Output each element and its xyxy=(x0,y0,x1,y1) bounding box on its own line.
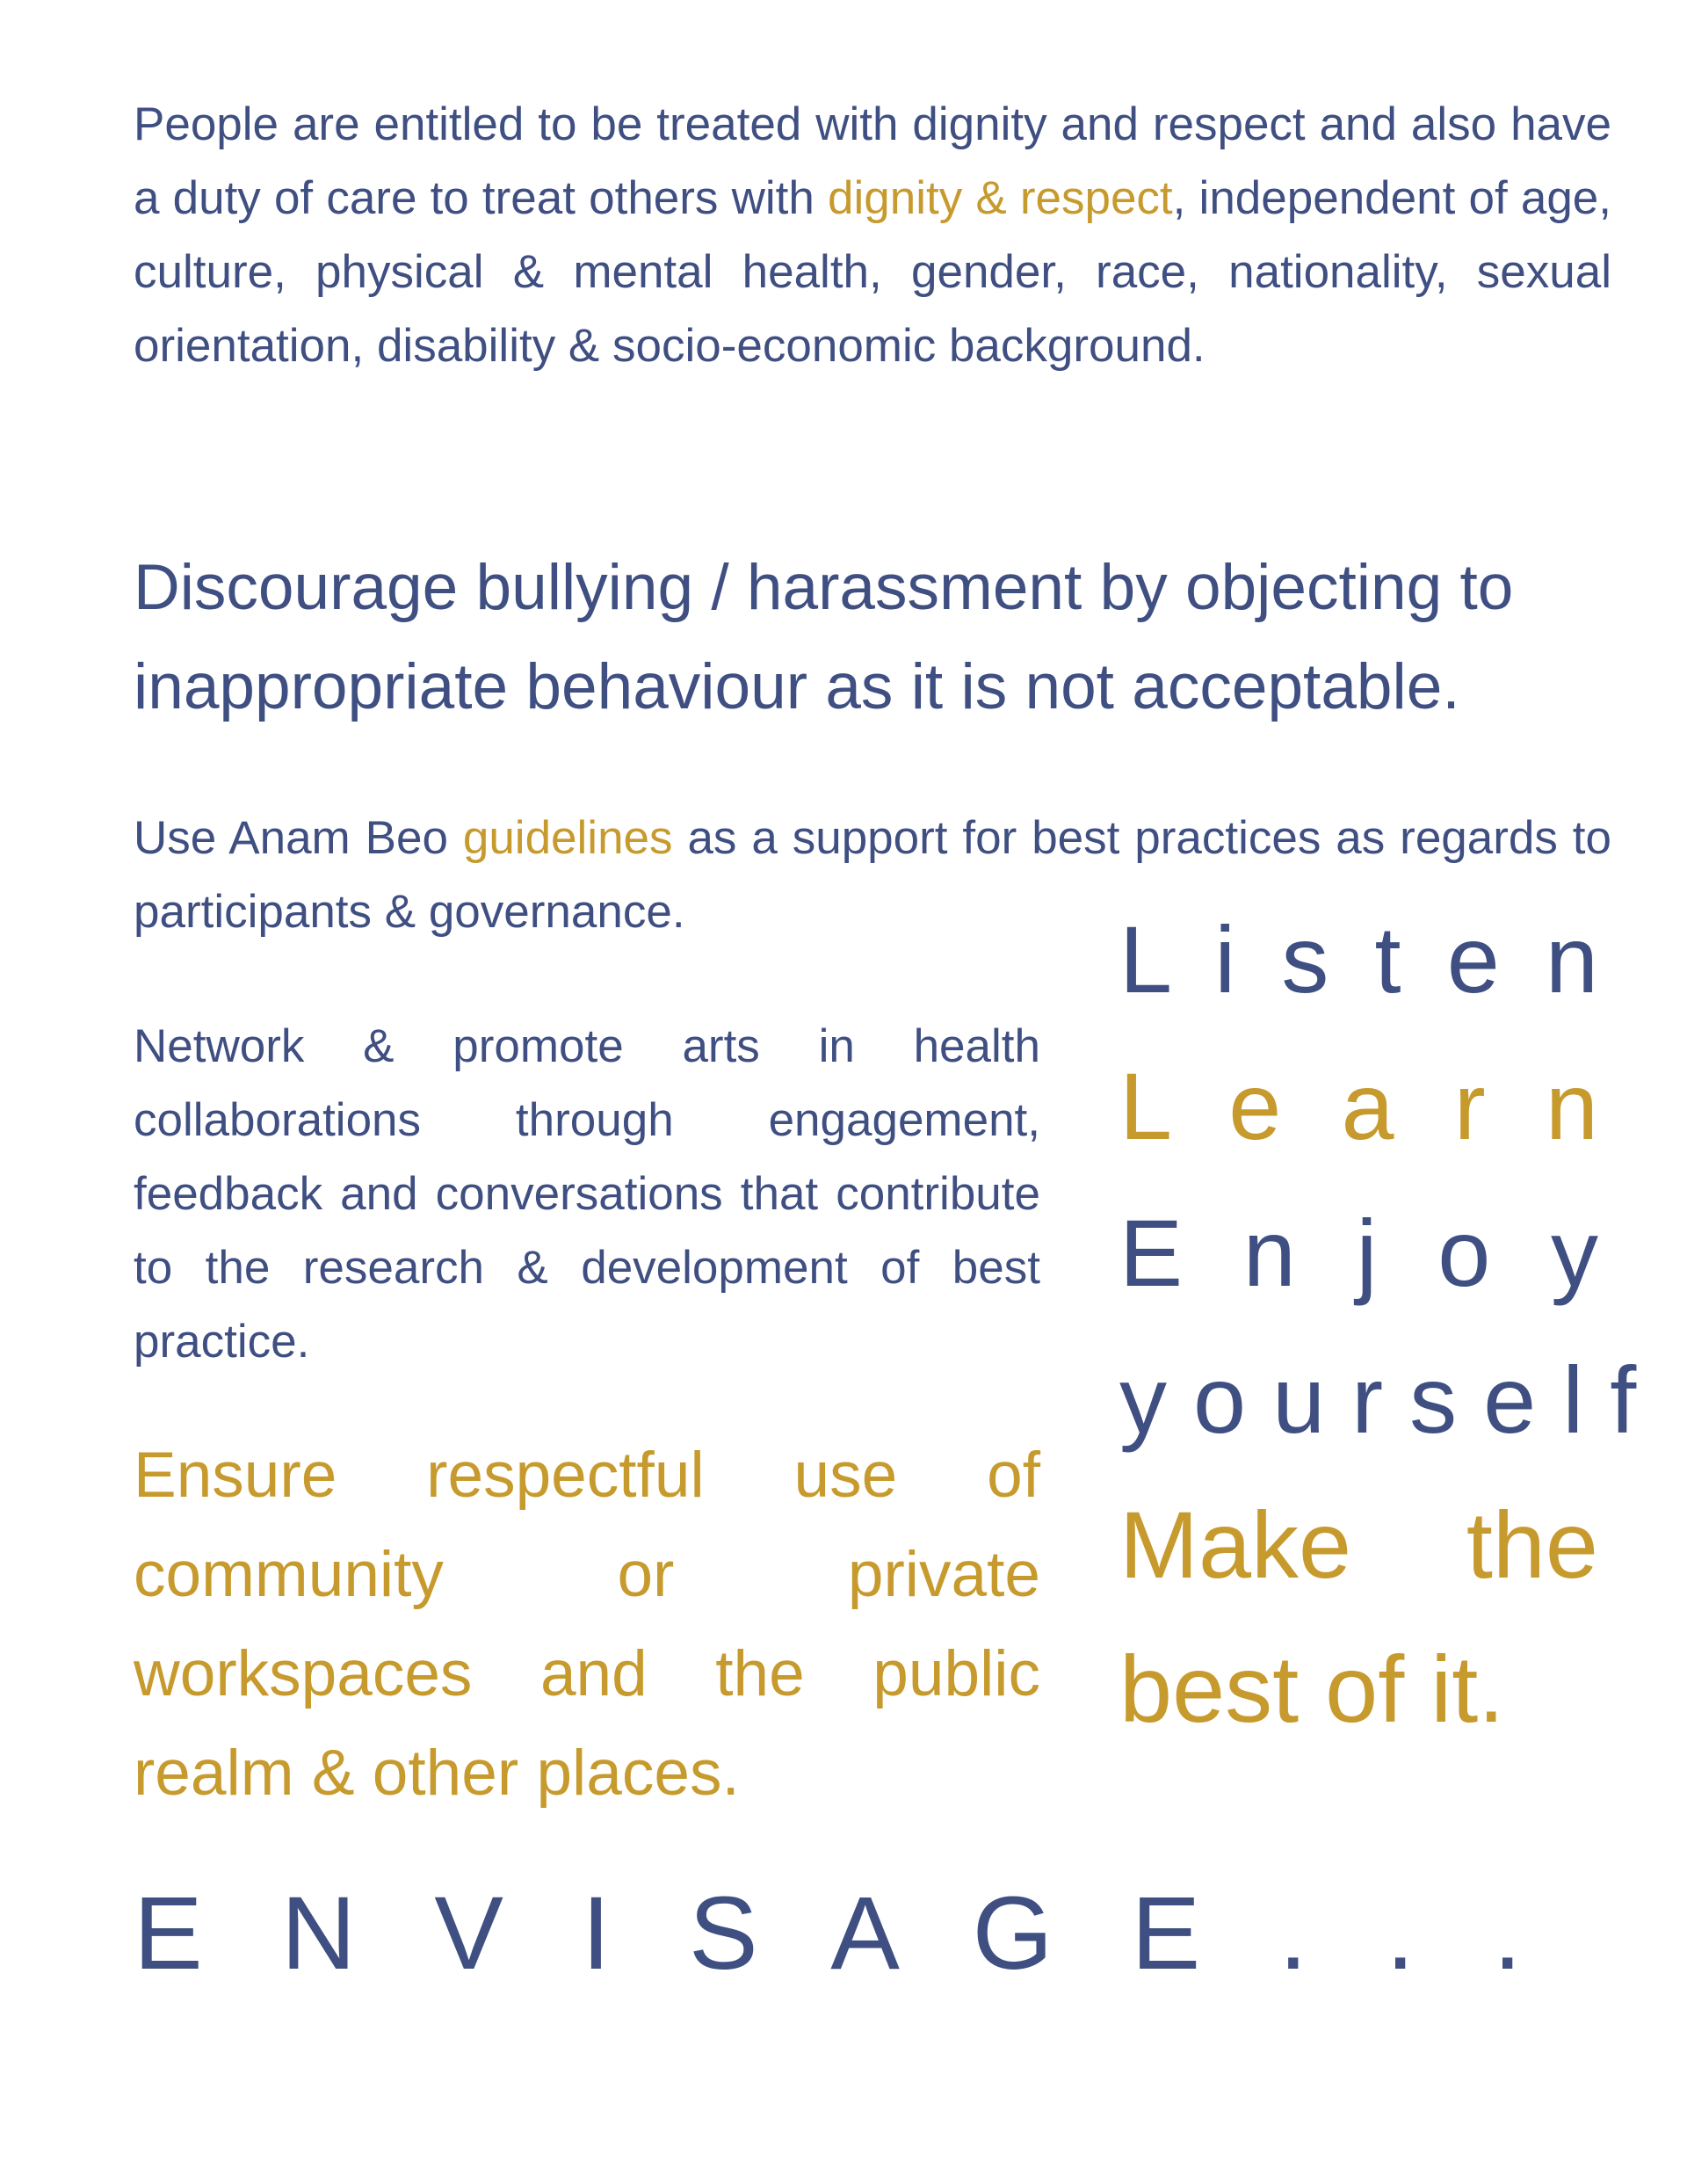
motto-make-the-best: Make the best of it. xyxy=(1119,1491,1598,1742)
guidelines-text-after: as a support for best practices as regards to participants & governance. xyxy=(134,812,1611,938)
bullying-statement: Discourage bullying / harassment by objecting to inappropriate behaviour as it is not acceptable. xyxy=(134,552,1514,722)
workspaces-statement: Ensure respectful use of community or private workspaces and the public realm & other places. xyxy=(134,1440,1040,1809)
guidelines-link[interactable]: guidelines xyxy=(462,812,673,864)
guidelines-text-before: Use Anam Beo xyxy=(134,812,463,864)
intro-paragraph xyxy=(134,88,1611,383)
intro-text-before: People are entitled to be treated with dignity and respect and also have a duty of care to treat others with xyxy=(134,98,1611,224)
motto-yourself: y o u r s e l f xyxy=(1119,1346,1637,1453)
intro-text-after: , independent of age, culture, physical & mental health, gender, race, nationality, sexual orientation, disability & socio-economic background. xyxy=(134,172,1611,372)
dignity-respect-highlight: dignity & respect xyxy=(828,172,1173,224)
motto-listen: L i s t e n xyxy=(1119,906,1598,1012)
motto-block xyxy=(1119,886,1637,1761)
network-paragraph: Network & promote arts in health collaborations through engagement, feedback and conversations that contribute to the research & development of best practice. xyxy=(134,1020,1040,1368)
motto-learn: L e a r n xyxy=(1119,1053,1598,1159)
envisage-footer: E N V I S A G E . . . xyxy=(134,1876,1522,1992)
motto-enjoy: E n j o y xyxy=(1119,1200,1598,1306)
